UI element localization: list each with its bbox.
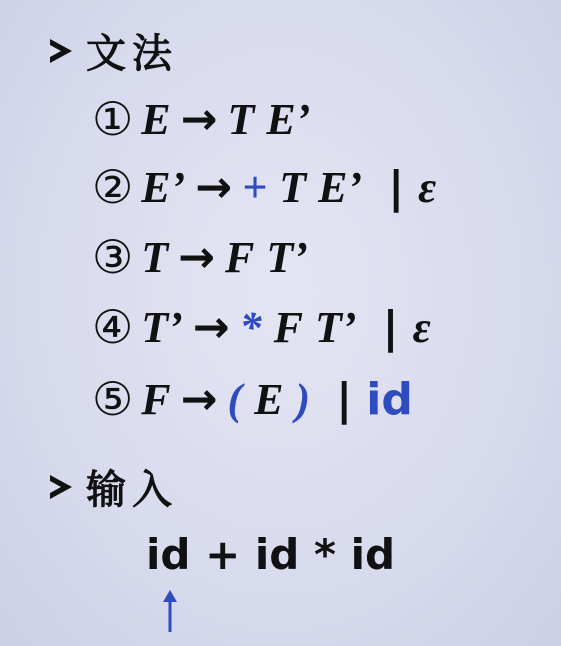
nonterminal-symbol: E <box>254 374 284 424</box>
nonterminal-symbol: T <box>227 94 255 144</box>
input-pointer-arrow-icon <box>158 590 182 634</box>
alternative-separator: | <box>336 373 353 425</box>
input-title: 输入 <box>86 467 178 513</box>
terminal-symbol: + <box>242 162 268 212</box>
rule-number: ② <box>92 160 134 214</box>
rule-arrow: → <box>192 301 230 353</box>
nonterminal-symbol: E’ <box>318 162 363 212</box>
nonterminal-symbol: ε <box>412 302 431 352</box>
rule-number: ③ <box>92 230 134 284</box>
alternative-separator: | <box>382 301 399 353</box>
nonterminal-symbol: T’ <box>266 232 308 282</box>
input-section-heading <box>50 458 178 515</box>
input-string: id + id * id <box>146 530 396 579</box>
nonterminal-symbol: F <box>273 302 304 352</box>
terminal-symbol: * <box>239 302 262 352</box>
terminal-symbol: ( <box>227 374 243 424</box>
grammar-rule <box>92 372 425 426</box>
rule-lhs: F <box>141 374 171 424</box>
grammar-rule <box>92 92 322 146</box>
triangle-bullet-icon <box>50 475 72 499</box>
nonterminal-symbol: ε <box>418 162 437 212</box>
nonterminal-symbol: E’ <box>266 94 311 144</box>
alternative-separator: | <box>388 161 405 213</box>
rule-lhs: T’ <box>141 302 183 352</box>
rule-lhs: E <box>141 94 171 144</box>
grammar-rule <box>92 160 448 214</box>
rule-lhs: T <box>141 232 169 282</box>
rule-arrow: → <box>180 93 218 145</box>
rule-arrow: → <box>195 161 233 213</box>
rule-arrow: → <box>178 231 216 283</box>
grammar-rule <box>92 230 320 284</box>
terminal-symbol: id <box>366 373 413 425</box>
terminal-symbol: ) <box>295 374 311 424</box>
nonterminal-symbol: T’ <box>315 302 357 352</box>
rule-number: ① <box>92 92 134 146</box>
grammar-rule <box>92 300 443 354</box>
rule-number: ④ <box>92 300 134 354</box>
triangle-bullet-icon <box>50 39 72 63</box>
grammar-section-heading <box>50 22 178 79</box>
rule-lhs: E’ <box>141 162 186 212</box>
nonterminal-symbol: F <box>225 232 255 282</box>
rule-arrow: → <box>180 373 218 425</box>
nonterminal-symbol: T <box>279 162 307 212</box>
grammar-title: 文法 <box>86 31 178 77</box>
rule-number: ⑤ <box>92 372 134 426</box>
